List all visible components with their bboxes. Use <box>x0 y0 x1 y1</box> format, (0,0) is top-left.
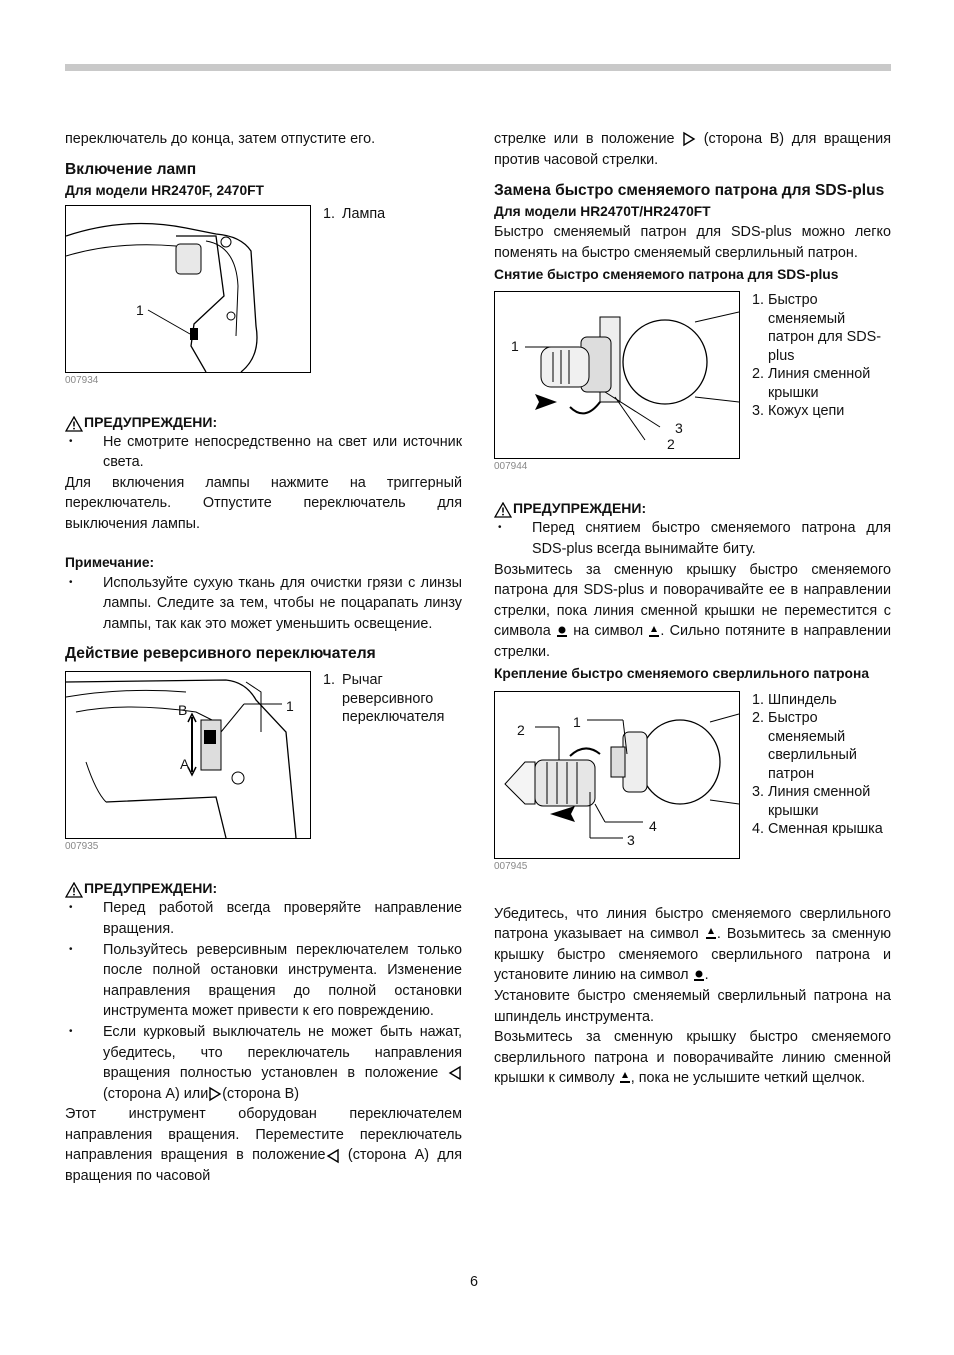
list-item: • Перед работой всегда проверяйте направление вращения. <box>65 898 462 939</box>
lamp-figure-legend <box>323 205 385 373</box>
chuck-attach-illustration <box>494 691 740 859</box>
list-item: • Если курковый выключатель не может быть нажат, убедитесь, что переключатель направления вращения полностью установлен в положение (сторона A) или (сторона B) <box>65 1022 462 1104</box>
header-rule <box>65 64 891 71</box>
figure-label-b: B <box>178 702 188 719</box>
warning-list <box>65 432 462 473</box>
reverse-section-title: Действие реверсивного переключателя <box>65 645 376 663</box>
figure-label-1: 1 <box>511 338 519 355</box>
legend-item: 1. Быстро сменяемый патрон для SDS-plus <box>752 292 881 364</box>
page-number: 6 <box>470 1274 479 1290</box>
legend-item: 1. Лампа <box>323 205 386 222</box>
attach-paragraph-3: Возьмитесь за сменную крышку быстро сменяемого сверлильного патрона и поворачивайте линию сменной крышки к символу , пока не услышите четкий щелчок. <box>494 1029 891 1087</box>
left-column <box>65 129 462 1187</box>
lamp-description: Для включения лампы нажмите на триггерный переключатель. Отпустите переключатель для выключения лампы. <box>65 474 462 532</box>
lamp-illustration <box>65 205 311 373</box>
reverse-switch-illustration <box>65 671 311 839</box>
intro-text: переключатель до конца, затем отпустите его. <box>65 131 376 147</box>
side-b-arrow-icon <box>682 131 696 147</box>
figure-label-3: 3 <box>627 831 635 848</box>
warning-triangle-icon <box>494 502 512 518</box>
attach-heading: Крепление быстро сменяемого сверлильного патрона <box>494 665 869 681</box>
note-heading: Примечание: <box>65 554 155 570</box>
attach-paragraph-2: Установите быстро сменяемый сверлильный патрона на шпиндель инструмента. <box>494 987 891 1025</box>
figure-label-1: 1 <box>286 698 294 715</box>
warning-heading: ПРЕДУПРЕЖДЕНИ: <box>65 412 462 432</box>
chuck-removal-drawing <box>495 292 739 458</box>
reverse-description: Этот инструмент оборудован переключателем направления вращения. Переместите переключатель направления вращения в положение (сторона A) для вращения по часовой <box>65 1106 462 1185</box>
warning-heading: ПРЕДУПРЕЖДЕНИ: <box>65 878 462 898</box>
legend-item: 1. Рычаг реверсивного переключателя <box>323 672 445 726</box>
side-a-arrow-icon <box>448 1065 462 1081</box>
list-item: • Не смотрите непосредственно на свет или источник света. <box>65 432 462 473</box>
list-item: • Пользуйтесь реверсивным переключателем только после полной остановки инструмента. Изменение направления вращения до полной остановки инструмента может привести к его повреждению. <box>65 940 462 1022</box>
legend-item: 2. Линия сменной крышки <box>752 366 871 401</box>
chuck-removal-illustration <box>494 291 740 459</box>
warning-heading: ПРЕДУПРЕЖДЕНИ: <box>494 498 891 518</box>
drill-handle-drawing <box>66 206 310 372</box>
legend-item: 2. Быстро сменяемый сверлильный патрон <box>752 710 857 782</box>
lock-symbol-icon <box>705 927 717 941</box>
side-b-arrow-icon <box>208 1086 222 1102</box>
figure-label-2: 2 <box>667 436 675 453</box>
figure-label-a: A <box>180 756 190 773</box>
lamp-model-heading: Для модели HR2470F, 2470FT <box>65 182 264 198</box>
list-item: • Используйте сухую ткань для очистки грязи с линзы лампы. Следите за тем, чтобы не поцарапать линзу лампы, так как это может уменьшить освещение. <box>65 573 462 635</box>
legend-item: 3. Кожух цепи <box>752 403 845 420</box>
figure-label-1: 1 <box>136 301 144 318</box>
removal-figure-legend <box>752 291 891 459</box>
figure-code: 007935 <box>65 841 99 853</box>
removal-description: Возьмитесь за сменную крышку быстро сменяемого патрона для SDS-plus и поворачивайте ее в направлении стрелки, пока линия сменной крышки не переместится с символа на символ . Сильно потяните в направлении стрелки. <box>494 561 892 660</box>
figure-lamp <box>65 205 462 373</box>
figure-label-1: 1 <box>573 713 581 730</box>
figure-code: 007944 <box>494 461 528 473</box>
note-list <box>65 573 462 635</box>
figure-label-2: 2 <box>517 721 525 738</box>
warning-triangle-icon <box>65 416 83 432</box>
figure-label-3: 3 <box>675 420 683 437</box>
warning-list <box>65 898 462 1104</box>
list-item: • Перед снятием быстро сменяемого патрона для SDS-plus всегда вынимайте биту. <box>494 518 891 559</box>
figure-chuck-removal <box>494 291 891 459</box>
reverse-figure-legend <box>323 671 462 839</box>
side-a-arrow-icon <box>326 1148 340 1164</box>
right-column <box>494 129 891 1089</box>
unlock-symbol-icon <box>693 969 705 983</box>
legend-item: 4. Сменная крышка <box>752 821 883 838</box>
attach-figure-legend <box>752 691 891 859</box>
figure-code: 007934 <box>65 374 99 386</box>
chuck-section-title: Замена быстро сменяемого патрона для SDS-plus <box>494 182 885 200</box>
figure-label-4: 4 <box>649 817 657 834</box>
warning-triangle-icon <box>65 882 83 898</box>
continued-text: стрелке или в положение (сторона B) для вращения против часовой стрелки. <box>494 131 891 168</box>
legend-item: 1. Шпиндель <box>752 691 837 708</box>
figure-code: 007945 <box>494 860 528 872</box>
lock-symbol-icon <box>648 625 660 639</box>
figure-chuck-attach <box>494 691 891 859</box>
lamp-section-title: Включение ламп <box>65 160 197 178</box>
removal-heading: Снятие быстро сменяемого патрона для SDS-plus <box>494 267 839 283</box>
chuck-model-heading: Для модели HR2470T/HR2470FT <box>494 204 711 220</box>
attach-paragraph-1: Убедитесь, что линия быстро сменяемого сверлильного патрона указывает на символ . Возьмитесь за сменную крышку быстро сменяемого сверлильного патрона и установите линию на символ . <box>494 905 891 984</box>
legend-item: 3. Линия сменной крышки <box>752 784 871 819</box>
warning-list <box>494 518 891 559</box>
figure-reverse-switch <box>65 671 462 839</box>
lock-symbol-icon <box>619 1071 631 1085</box>
unlock-symbol-icon <box>556 625 568 639</box>
chuck-description: Быстро сменяемый патрон для SDS-plus можно легко поменять на быстро сменяемый сверлильный патрон. <box>494 224 891 261</box>
chuck-attach-drawing <box>495 692 739 858</box>
